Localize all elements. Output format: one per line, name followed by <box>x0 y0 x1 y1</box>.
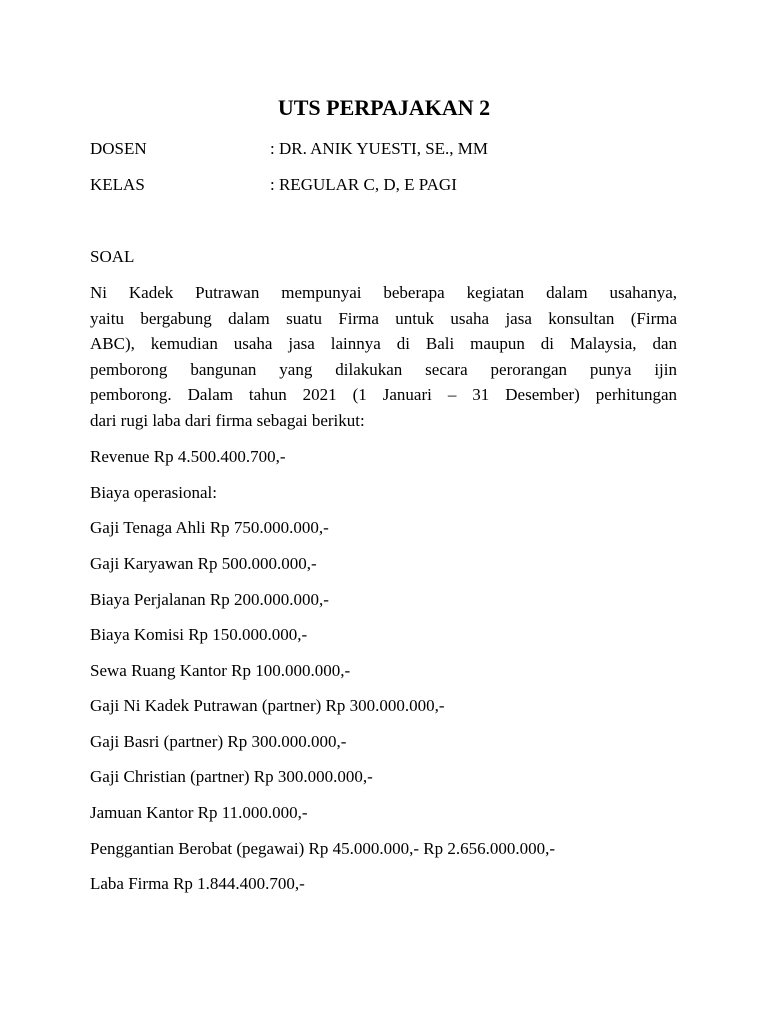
list-item: Gaji Ni Kadek Putrawan (partner) Rp 300.000.000,- <box>90 696 445 715</box>
list-item: Jamuan Kantor Rp 11.000.000,- <box>90 803 308 822</box>
list-item: Biaya Komisi Rp 150.000.000,- <box>90 625 308 644</box>
meta-label-kelas: KELAS <box>90 175 145 194</box>
document-title: UTS PERPAJAKAN 2 <box>277 95 491 120</box>
list-item-operational-costs-heading: Biaya operasional: <box>90 483 217 502</box>
list-item: Gaji Karyawan Rp 500.000.000,- <box>90 554 317 573</box>
list-item: Gaji Tenaga Ahli Rp 750.000.000,- <box>90 518 329 537</box>
question-paragraph <box>90 280 677 433</box>
list-item-revenue: Revenue Rp 4.500.400.700,- <box>90 447 286 466</box>
paragraph-line: ABC), kemudian usaha jasa lainnya di Bali maupun di Malaysia, dan <box>90 334 677 353</box>
meta-label-dosen: DOSEN <box>90 139 147 158</box>
meta-value-kelas: : REGULAR C, D, E PAGI <box>270 175 457 194</box>
paragraph-line: pemborong. Dalam tahun 2021 (1 Januari – 31 Desember) perhitungan <box>90 385 677 404</box>
section-label-soal: SOAL <box>90 247 135 266</box>
list-item: Gaji Christian (partner) Rp 300.000.000,- <box>90 767 373 786</box>
paragraph-line: dari rugi laba dari firma sebagai berikut: <box>90 410 365 430</box>
paragraph-line: pemborong bangunan yang dilakukan secara perorangan punya ijin <box>90 359 677 379</box>
list-item-firm-profit: Laba Firma Rp 1.844.400.700,- <box>90 874 305 893</box>
list-item: Penggantian Berobat (pegawai) Rp 45.000.000,- Rp 2.656.000.000,- <box>90 839 556 858</box>
paragraph-line: Ni Kadek Putrawan mempunyai beberapa kegiatan dalam usahanya, <box>90 283 677 302</box>
list-item: Sewa Ruang Kantor Rp 100.000.000,- <box>90 661 351 680</box>
paragraph-line: yaitu bergabung dalam suatu Firma untuk usaha jasa konsultan (Firma <box>90 308 677 328</box>
meta-value-dosen: : DR. ANIK YUESTI, SE., MM <box>270 139 489 158</box>
list-item: Biaya Perjalanan Rp 200.000.000,- <box>90 590 329 609</box>
list-item: Gaji Basri (partner) Rp 300.000.000,- <box>90 732 347 751</box>
